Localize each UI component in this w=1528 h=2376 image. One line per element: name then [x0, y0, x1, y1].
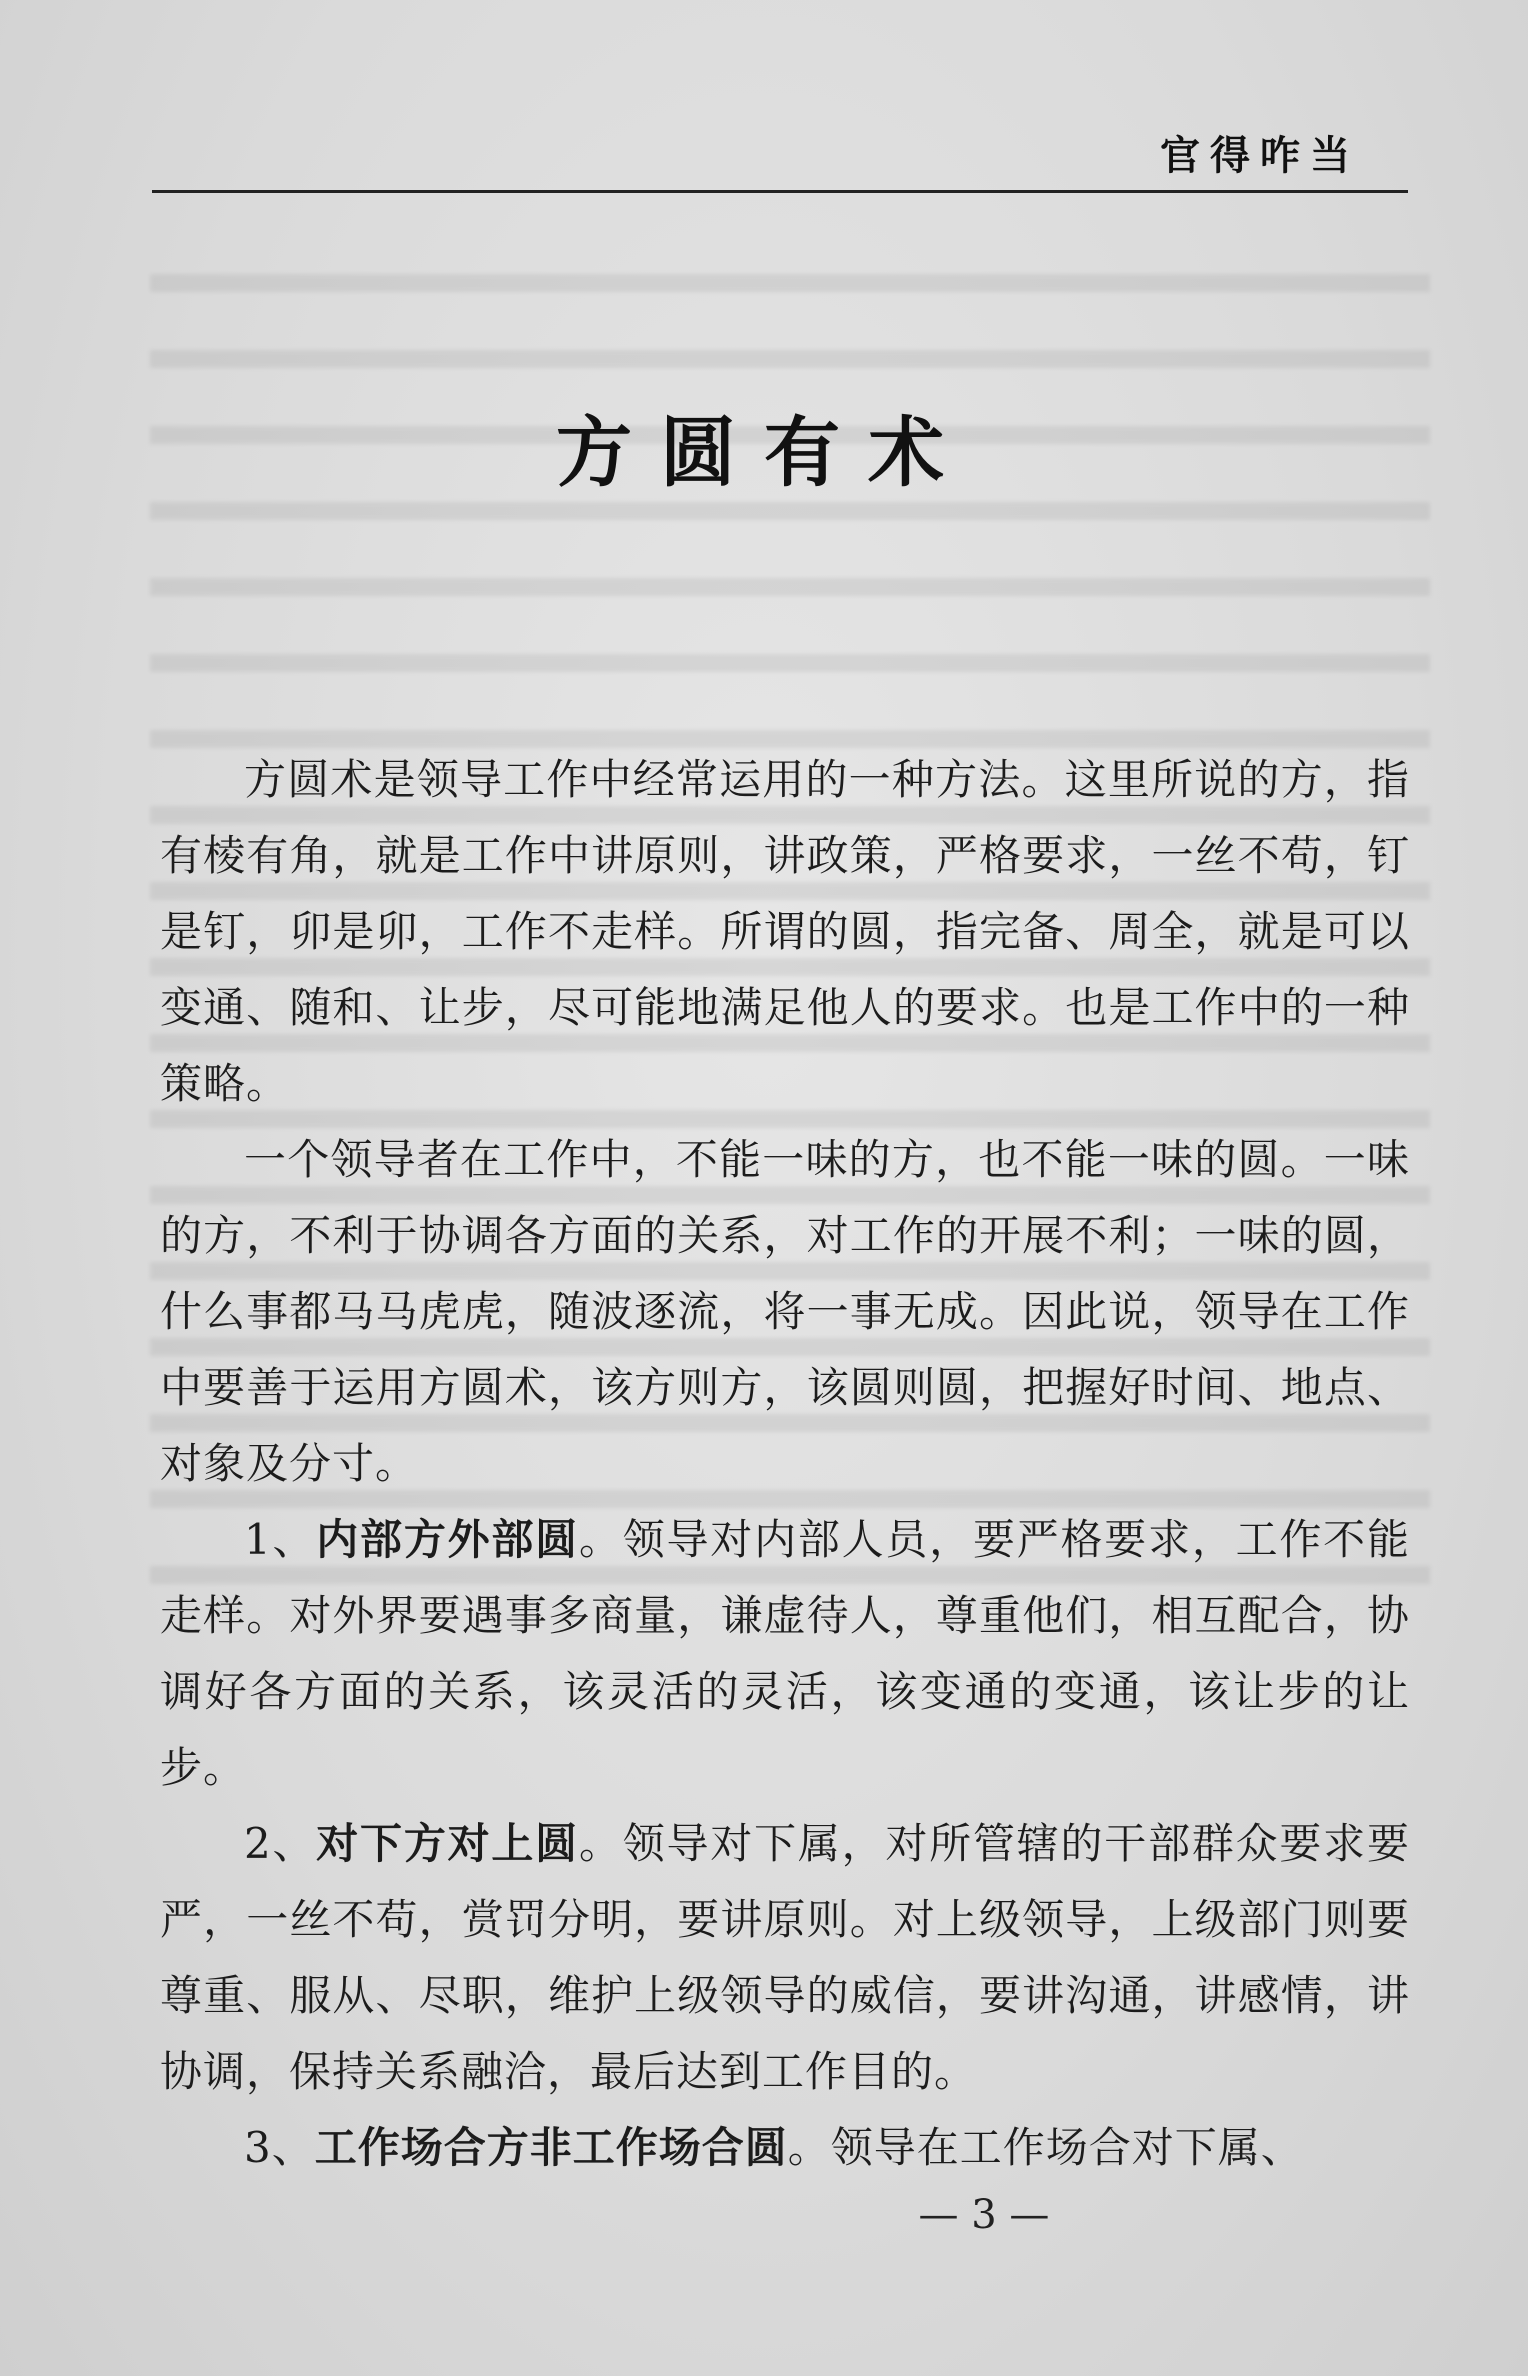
header-rule — [152, 190, 1408, 193]
paragraph-1 — [160, 742, 1410, 1122]
item-heading: 工作场合方非工作场合圆 — [314, 2123, 788, 2172]
page-number: — 3 — — [918, 2192, 1050, 2238]
paragraph-text: 。领导对内部人员，要严格要求，工作不能走样。对外界要遇事多商量，谦虚待人，尊重他们，相互配合，协调好各方面的关系，该灵活的灵活，该变通的变通，该让步的让步。 — [160, 1515, 1410, 1792]
paragraph-text: 一个领导者在工作中，不能一味的方，也不能一味的圆。一味的方，不利于协调各方面的关系，对工作的开展不利；一味的圆，什么事都马马虎虎，随波逐流，将一事无成。因此说，领导在工作中要善于运用方圆术，该方则方，该圆则圆，把握好时间、地点、对象及分寸。 — [160, 1135, 1410, 1488]
paragraph-3 — [160, 1502, 1410, 1806]
item-number: 3、 — [244, 2123, 315, 2172]
body-text — [160, 742, 1410, 2186]
item-number: 1、 — [244, 1515, 317, 1564]
chapter-title: 方圆有术 — [556, 408, 972, 497]
item-heading: 对下方对上圆 — [316, 1819, 579, 1868]
paragraph-text: 方圆术是领导工作中经常运用的一种方法。这里所说的方，指有棱有角，就是工作中讲原则，讲政策，严格要求，一丝不苟，钉是钉，卯是卯，工作不走样。所谓的圆，指完备、周全，就是可以变通、随和、让步，尽可能地满足他人的要求。也是工作中的一种策略。 — [160, 755, 1410, 1108]
paragraph-text: 。领导对下属，对所管辖的干部群众要求要严，一丝不苟，赏罚分明，要讲原则。对上级领导，上级部门则要尊重、服从、尽职，维护上级领导的威信，要讲沟通，讲感情，讲协调，保持关系融洽，最后达到工作目的。 — [160, 1819, 1410, 2096]
paragraph-5 — [160, 2110, 1410, 2186]
running-title: 官得咋当 — [1160, 133, 1360, 179]
paragraph-2 — [160, 1122, 1410, 1502]
page-header — [152, 120, 1408, 192]
item-number: 2、 — [244, 1819, 317, 1868]
paragraph-4 — [160, 1806, 1410, 2110]
item-heading: 内部方外部圆 — [316, 1515, 579, 1564]
paragraph-text: 。领导在工作场合对下属、 — [787, 2123, 1304, 2172]
